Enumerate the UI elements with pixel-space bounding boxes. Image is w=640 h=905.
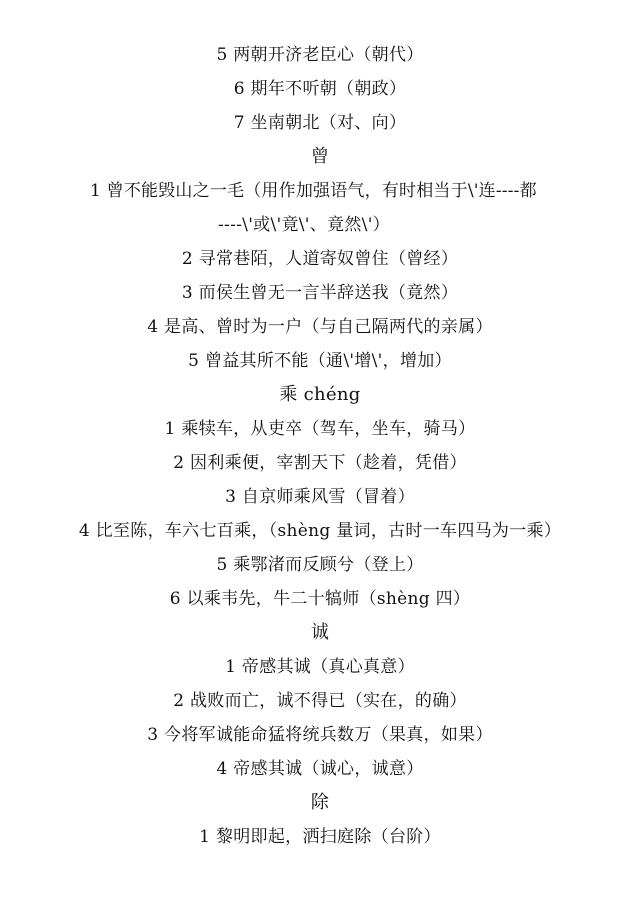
entry-line: 1 帝感其诚（真心真意） <box>225 657 415 677</box>
entry-line: 5 两朝开济老臣心（朝代） <box>216 45 424 65</box>
entry-line: 1 乘犊车，从吏卒（驾车，坐车，骑马） <box>164 419 476 439</box>
entry-line: 4 帝感其诚（诚心，诚意） <box>216 759 424 779</box>
character-heading: 乘 chéng <box>279 384 361 405</box>
entry-line: 3 自京师乘风雪（冒着） <box>225 487 415 507</box>
entry-line: 1 黎明即起，洒扫庭除（台阶） <box>199 827 441 847</box>
entry-line: 4 是高、曾时为一户（与自己隔两代的亲属） <box>147 317 493 337</box>
entry-line: 2 因利乘便，宰割天下（趁着，凭借） <box>173 453 467 473</box>
entry-line: 3 今将军诚能命猛将统兵数万（果真，如果） <box>147 725 493 745</box>
entry-line: 4 比至陈，车六七百乘，（shèng 量词，古时一车四马为一乘） <box>78 521 562 541</box>
document-page <box>0 38 640 854</box>
character-heading: 除 <box>310 792 330 813</box>
entry-line: 6 以乘韦先，牛二十犒师（shèng 四） <box>169 589 471 609</box>
entry-line: 2 寻常巷陌，人道寄奴曾住（曾经） <box>181 249 459 269</box>
character-heading: 诚 <box>310 622 330 643</box>
entry-line: 3 而侯生曾无一言半辞送我（竟然） <box>181 283 459 303</box>
entry-line: 5 乘鄂渚而反顾兮（登上） <box>216 555 424 575</box>
entry-line: 2 战败而亡，诚不得已（实在，的确） <box>173 691 467 711</box>
entry-line: 1 曾不能毁山之一毛（用作加强语气，有时相当于\'连----都 <box>90 181 537 201</box>
entry-line: 5 曾益其所不能（通\'增\'，增加） <box>188 351 452 371</box>
entry-line: 7 坐南朝北（对、向） <box>233 113 407 133</box>
entry-line: 6 期年不听朝（朝政） <box>233 79 407 99</box>
character-heading: 曾 <box>310 146 330 167</box>
entry-continuation-line: ----\'或\'竟\'、竟然\'） <box>218 215 390 235</box>
